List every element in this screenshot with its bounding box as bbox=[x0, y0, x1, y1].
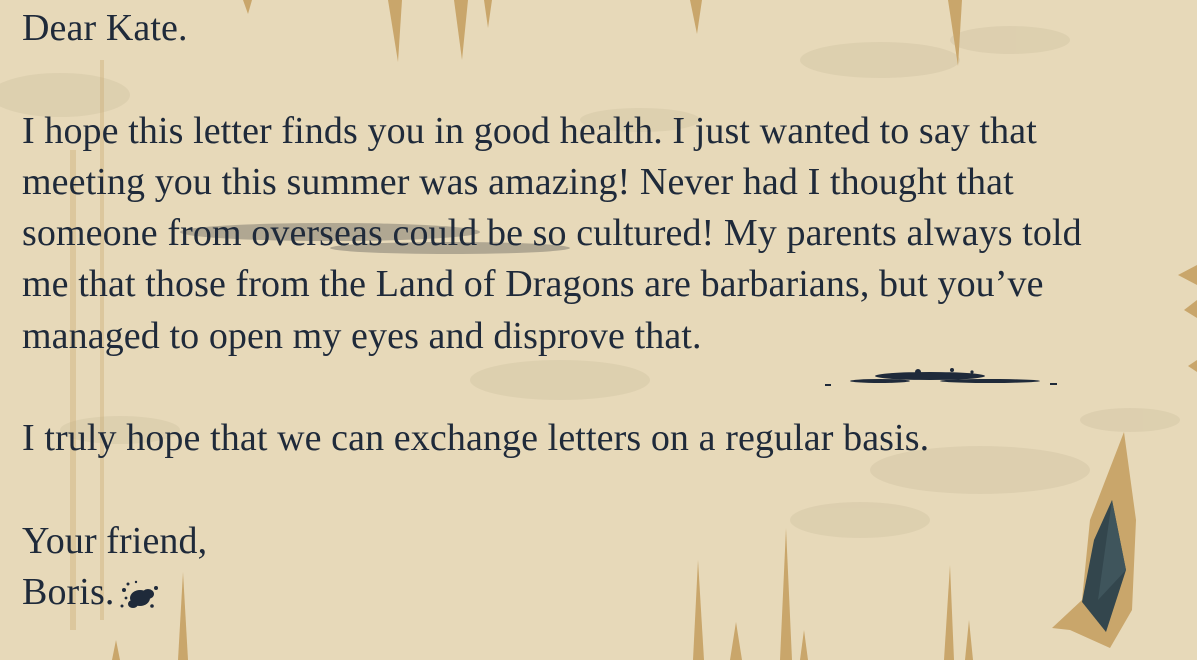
letter-paragraph-2: I truly hope that we can exchange letters on a regular basis. bbox=[22, 417, 930, 460]
letter-paragraph-line-5: managed to open my eyes and disprove that. bbox=[22, 314, 702, 357]
ink-blot-icon bbox=[116, 576, 162, 616]
letter-paragraph-line-2: meeting you this summer was amazing! Never had I thought that bbox=[22, 160, 1014, 203]
paragraph-gap bbox=[22, 362, 1182, 413]
letter-paragraph-line-3: someone from overseas could be so cultured! My parents always told bbox=[22, 212, 1082, 255]
letter-signature-row bbox=[22, 567, 1182, 618]
letter-closing: Your friend, bbox=[22, 519, 208, 562]
letter-paragraph-line-4: me that those from the Land of Dragons are barbarians, but you’ve bbox=[22, 263, 1044, 306]
paragraph-gap bbox=[22, 465, 1182, 516]
letter-paragraph-line-1: I hope this letter finds you in good health. I just wanted to say that bbox=[22, 109, 1037, 152]
letter-body bbox=[22, 3, 1182, 619]
letter-signature: Boris. bbox=[22, 571, 115, 614]
paragraph-gap bbox=[22, 54, 1182, 105]
letter-greeting: Dear Kate. bbox=[22, 7, 188, 49]
